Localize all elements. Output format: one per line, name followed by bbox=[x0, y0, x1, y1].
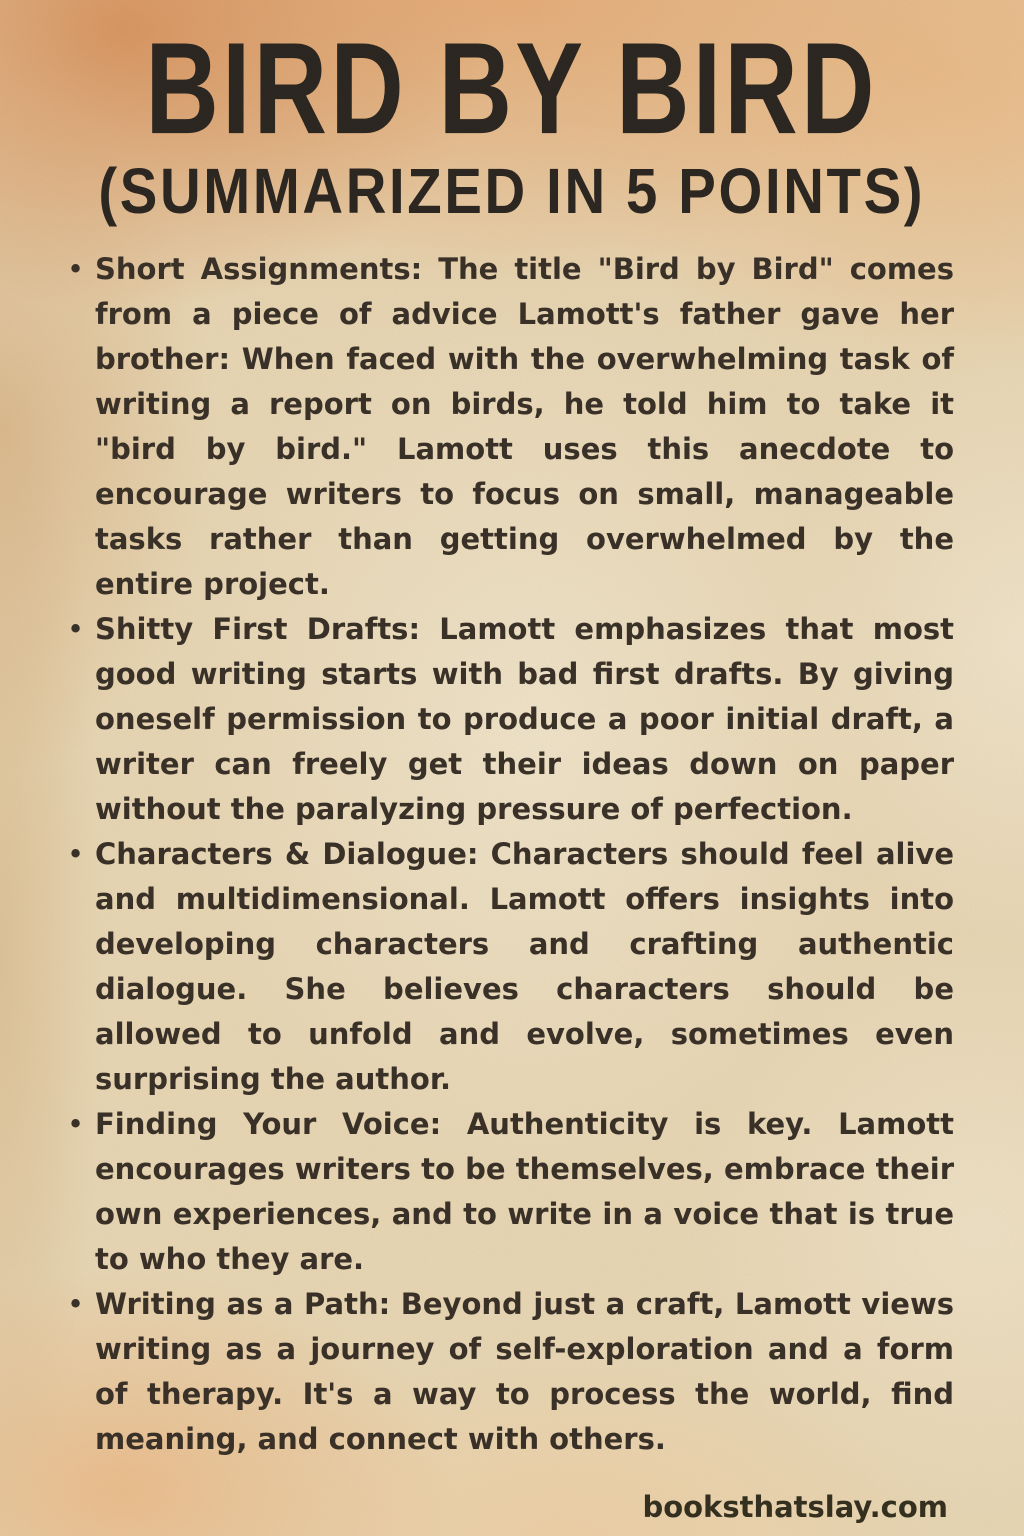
summary-point bbox=[67, 247, 954, 607]
bullet-icon: • bbox=[67, 836, 85, 871]
summary-point-text: Characters & Dialogue: Characters should feel alive and multidimensional. Lamott offers insights into developing characters and crafting authentic dialogue. She believes characters should be allowed to unfold and evolve, sometimes even surprising the author. bbox=[95, 836, 954, 1096]
summary-point-text: Short Assignments: The title "Bird by Bird" comes from a piece of advice Lamott's father gave her brother: When faced with the overwhelming task of writing a report on birds, he told him to take it "bird by bird." Lamott uses this anecdote to encourage writers to focus on small, manageable tasks rather than getting overwhelmed by the entire project. bbox=[95, 251, 954, 601]
bullet-icon: • bbox=[67, 1106, 85, 1141]
summary-point bbox=[67, 607, 954, 832]
bullet-icon: • bbox=[67, 251, 85, 286]
site-watermark: booksthatslay.com bbox=[642, 1490, 948, 1524]
summary-point bbox=[67, 832, 954, 1102]
summary-point bbox=[67, 1282, 954, 1462]
summary-points-list bbox=[0, 247, 1024, 1462]
summary-point-text: Finding Your Voice: Authenticity is key. Lamott encourages writers to be themselves, embrace their own experiences, and to write in a voice that is true to who they are. bbox=[95, 1106, 954, 1276]
bullet-icon: • bbox=[67, 611, 85, 646]
summary-point-text: Writing as a Path: Beyond just a craft, Lamott views writing as a journey of self-exploration and a form of therapy. It's a way to process the world, find meaning, and connect with others. bbox=[95, 1286, 954, 1456]
summary-point-text: Shitty First Drafts: Lamott emphasizes that most good writing starts with bad first drafts. By giving oneself permission to produce a poor initial draft, a writer can freely get their ideas down on paper without the paralyzing pressure of perfection. bbox=[95, 611, 954, 826]
bullet-icon: • bbox=[67, 1286, 85, 1321]
summary-point bbox=[67, 1102, 954, 1282]
page-title: BIRD BY BIRD bbox=[145, 16, 879, 162]
page-subtitle: (SUMMARIZED IN 5 POINTS) bbox=[98, 155, 926, 228]
